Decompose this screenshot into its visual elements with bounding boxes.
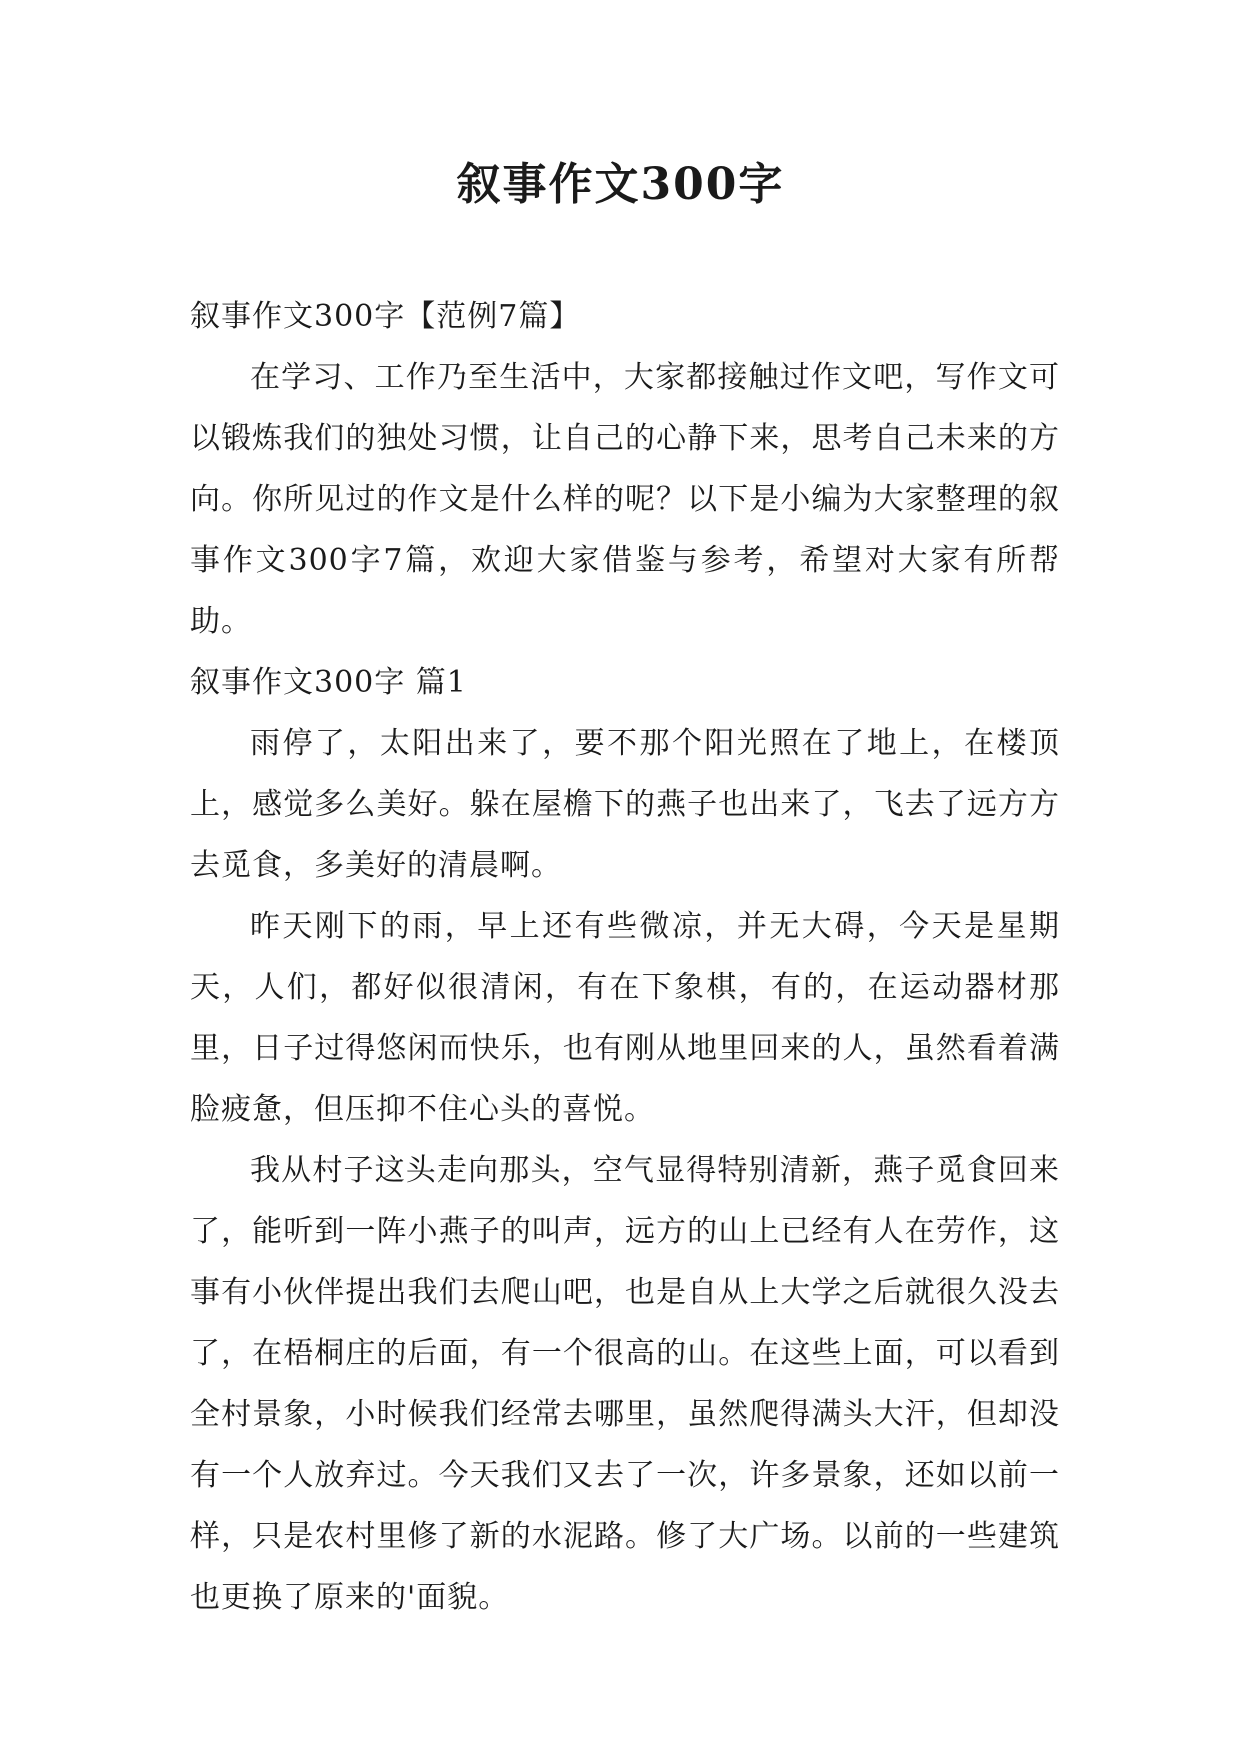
document-subtitle: 叙事作文300字【范例7篇】: [190, 299, 581, 334]
body-paragraph: 我从村子这头走向那头，空气显得特别清新，燕子觅食回来了，能听到一阵小燕子的叫声，远方的山上已经有人在劳作，这事有小伙伴提出我们去爬山吧，也是自从上大学之后就很久没去了，在梧桐庄的后面，有一个很高的山。在这些上面，可以看到全村景象，小时候我们经常去哪里，虽然爬得满头大汗，但却没有一个人放弃过。今天我们又去了一次，许多景象，还如以前一样，只是农村里修了新的水泥路。修了大广场。以前的一些建筑也更换了原来的'面貌。: [190, 1153, 1060, 1615]
page-title: 叙事作文300字: [456, 159, 785, 210]
document-body: [190, 286, 1060, 1628]
section-heading: 叙事作文300字 篇1: [190, 665, 467, 700]
intro-paragraph: 在学习、工作乃至生活中，大家都接触过作文吧，写作文可以锻炼我们的独处习惯，让自己的心静下来，思考自己未来的方向。你所见过的作文是什么样的呢？以下是小编为大家整理的叙事作文300字7篇，欢迎大家借鉴与参考，希望对大家有所帮助。: [190, 360, 1060, 639]
body-paragraph: 昨天刚下的雨，早上还有些微凉，并无大碍，今天是星期天，人们，都好似很清闲，有在下象棋，有的，在运动器材那里，日子过得悠闲而快乐，也有刚从地里回来的人，虽然看着满脸疲惫，但压抑不住心头的喜悦。: [190, 909, 1060, 1127]
body-paragraph: 雨停了，太阳出来了，要不那个阳光照在了地上，在楼顶上，感觉多么美好。躲在屋檐下的燕子也出来了，飞去了远方方去觅食，多美好的清晨啊。: [190, 726, 1060, 883]
